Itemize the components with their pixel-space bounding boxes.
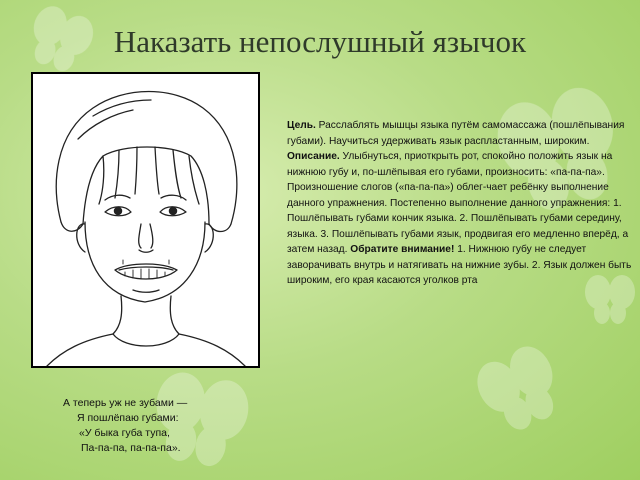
child-face-illustration xyxy=(31,72,260,368)
warning-text: 1. Нижнюю губу не следует заворачивать внутрь и натягивать на нижние зубы. 2. Язык должен быть широким, его края касаются уголков рта xyxy=(287,244,632,286)
face-outline xyxy=(85,222,205,302)
warning-label: Обратите внимание! xyxy=(350,244,455,255)
poem-line: Я пошлёпаю губами: xyxy=(77,412,179,424)
poem-line: «У быка губа тупа, xyxy=(79,427,170,439)
exercise-description xyxy=(287,118,632,289)
description-label: Описание. xyxy=(287,151,340,162)
description-text: Улыбнуться, приоткрыть рот, спокойно положить язык на нижнюю губу и, по-шлёпывая его губами, произносить: «па-па-па». Произношение слогов («па-па-па») облег-чает ребёнку выполнение данного упражнения. Постепенно выполнение данного упражнения: 1. Пошлёпывать губами кончик языка. 2. Пошлёпывать губами середину, языка. 3. Пошлёпывать губами язык, продвигая его медленно вперёд, а затем назад. xyxy=(287,151,629,255)
mouth xyxy=(115,264,177,279)
butterfly-icon xyxy=(470,340,571,440)
poem-line: А теперь уж не зубами — xyxy=(63,397,188,409)
poem xyxy=(63,396,243,456)
page-title: Наказать непослушный язычок xyxy=(113,24,527,59)
poem-line: Па-па-па, па-па-па». xyxy=(81,442,181,454)
hair-outline xyxy=(56,92,237,225)
goal-label: Цель. xyxy=(287,120,316,131)
goal-text: Расслаблять мышцы языка путём самомассажа (пошлёпывания губами). Научиться удерживать язык распластанным, широким. xyxy=(287,120,625,147)
